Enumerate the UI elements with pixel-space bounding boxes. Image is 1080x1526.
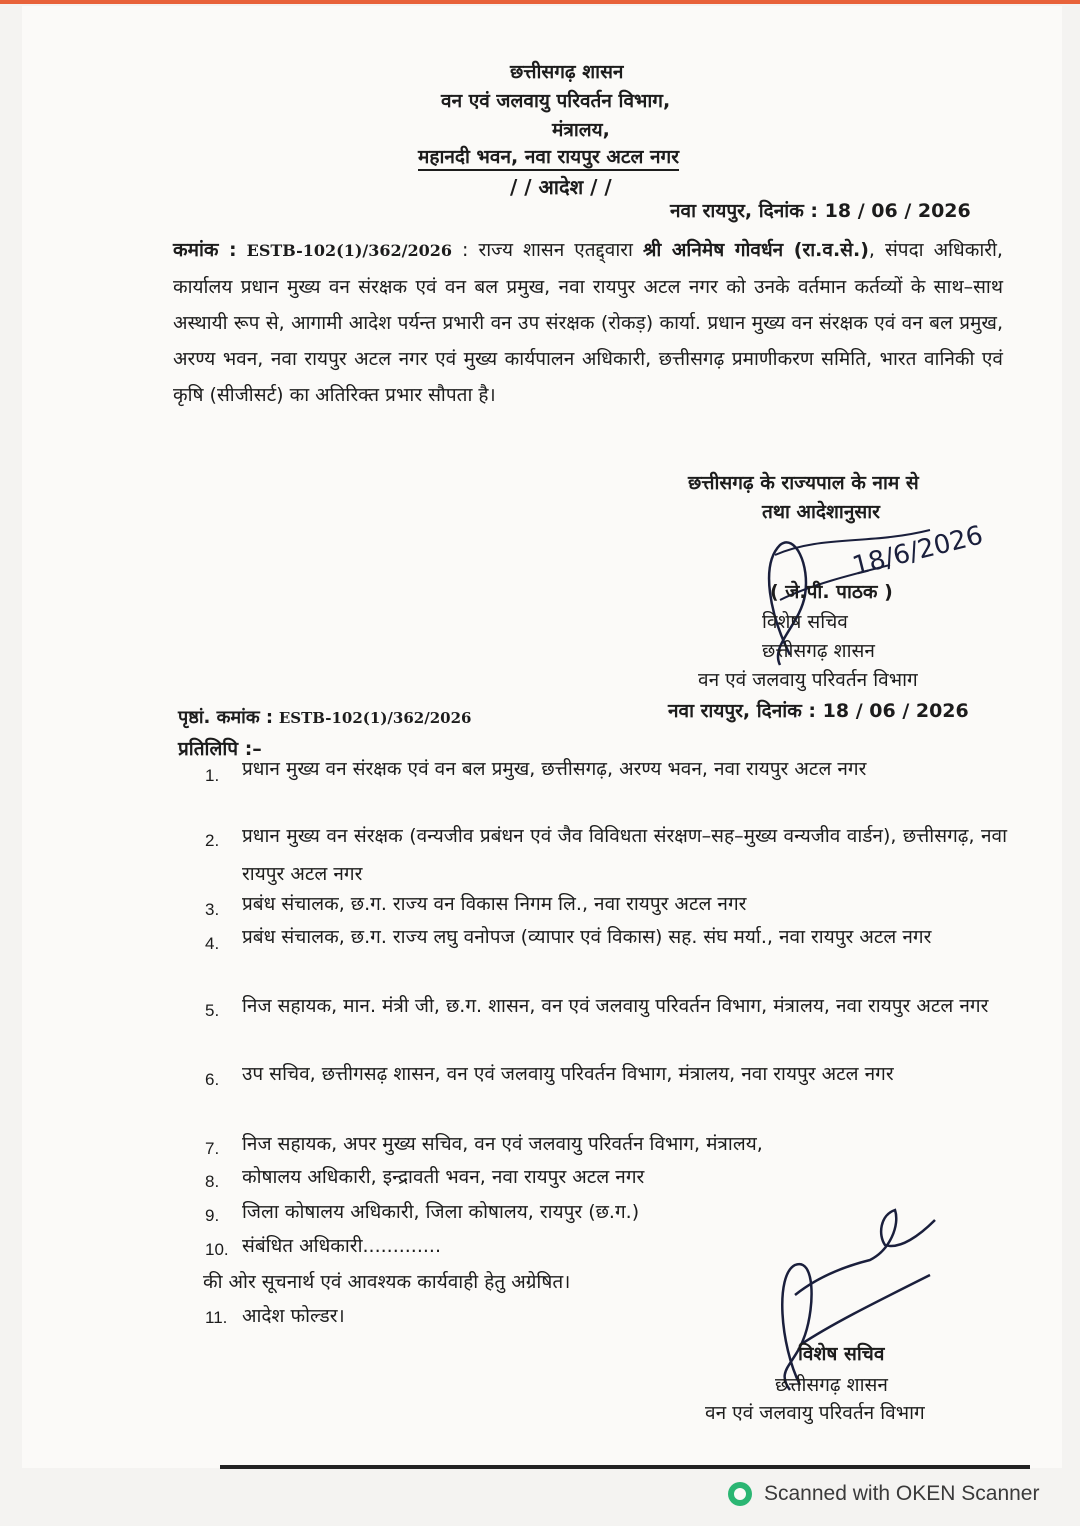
list-item-number: 2. (205, 831, 220, 850)
forward-text: की ओर सूचनार्थ एवं आवश्यक कार्यवाही हेतु अग्रेषित। (203, 1271, 571, 1293)
by-order: तथा आदेशानुसार (762, 501, 880, 523)
scanner-watermark-text: Scanned with OKEN Scanner (764, 1482, 1040, 1505)
list-item-number: 5. (205, 1001, 220, 1020)
oken-logo-icon (728, 1482, 752, 1506)
signatory-dept: वन एवं जलवायु परिवर्तन विभाग (698, 669, 918, 691)
signatory2-designation: विशेष सचिव (798, 1343, 885, 1365)
list-item: जिला कोषालय अधिकारी, जिला कोषालय, रायपुर (छ.ग.) (242, 1201, 640, 1223)
signatory2-govt: छत्तीसगढ़ शासन (775, 1374, 888, 1396)
handwritten-date: 18/6/2026 (849, 520, 987, 582)
signatory-name: ( जे.पी. पाठक ) (770, 581, 893, 603)
list-item-folder: आदेश फोल्डर। (242, 1305, 345, 1327)
endorsement-no-label: पृष्ठां. कमांक : (178, 707, 274, 728)
officer-name: श्री अनिमेष गोवर्धन (रा.व.से.) (642, 239, 869, 261)
endorsement-date: नवा रायपुर, दिनांक : 18 / 06 / 2026 (668, 700, 969, 722)
signatory-designation: विशेष सचिव (762, 611, 848, 633)
list-item-number: 9. (205, 1206, 220, 1225)
list-item-number: 7. (205, 1139, 220, 1158)
header-ministry: मंत्रालय, (552, 119, 610, 141)
order-no-value: ESTB-102(1)/362/2026 (246, 241, 453, 260)
list-item: प्रधान मुख्य वन संरक्षक एवं वन बल प्रमुख, छत्तीसगढ़, अरण्य भवन, नवा रायपुर अटल नगर (242, 758, 867, 780)
governor-authority: छत्तीसगढ़ के राज्यपाल के नाम से (688, 472, 919, 494)
page-bottom-edge (220, 1465, 1030, 1469)
list-item: उप सचिव, छत्तीगसढ़ शासन, वन एवं जलवायु परिवर्तन विभाग, मंत्रालय, नवा रायपुर अटल नगर (242, 1063, 894, 1085)
endorsement-no-value: ESTB-102(1)/362/2026 (278, 709, 472, 727)
list-item-number: 8. (205, 1172, 220, 1191)
order-no-label: कमांक : (173, 239, 237, 261)
scanner-watermark (728, 1482, 1039, 1506)
order-text-b: , संपदा अधिकारी, कार्यालय प्रधान मुख्य वन संरक्षक एवं वन बल प्रमुख, नवा रायपुर अटल नगर को उनके वर्तमान कर्तव्यों के साथ–साथ अस्थायी रूप से, आगामी आदेश पर्यन्त प्रभारी वन उप संरक्षक (रोकड़) कार्या. प्रधान मुख्य वन संरक्षक एवं वन बल प्रमुख, अरण्य भवन, नवा रायपुर अटल नगर एवं मुख्य कार्यपालन अधिकारी, छत्तीसगढ़ प्रमाणीकरण समिति, भारत वानिकी एवं कृषि (सीजीसर्ट) का अतिरिक्त प्रभार सौपता है। (173, 239, 1003, 406)
header-department: वन एवं जलवायु परिवर्तन विभाग, (441, 90, 671, 112)
list-item-number: 11. (205, 1308, 228, 1327)
list-item: निज सहायक, मान. मंत्री जी, छ.ग. शासन, वन एवं जलवायु परिवर्तन विभाग, मंत्रालय, नवा रायपुर अटल नगर (242, 995, 989, 1017)
header-address: महानदी भवन, नवा रायपुर अटल नगर (418, 143, 679, 169)
list-item: प्रबंध संचालक, छ.ग. राज्य लघु वनोपज (व्यापार एवं विकास) सह. संघ मर्या., नवा रायपुर अटल नगर (242, 926, 932, 948)
signatory2-dept: वन एवं जलवायु परिवर्तन विभाग (705, 1402, 925, 1424)
list-item-number: 4. (205, 934, 220, 953)
order-date: नवा रायपुर, दिनांक : 18 / 06 / 2026 (670, 200, 971, 222)
order-text-a: : राज्य शासन एतद्द्वारा (462, 239, 643, 261)
top-edge-bar (0, 0, 1080, 4)
list-item: प्रबंध संचालक, छ.ग. राज्य वन विकास निगम लि., नवा रायपुर अटल नगर (242, 893, 747, 915)
list-item: प्रधान मुख्य वन संरक्षक (वन्यजीव प्रबंधन एवं जैव विविधता संरक्षण–सह–मुख्य वन्यजीव वार्डन), छत्तीसगढ़, नवा रायपुर अटल नगर (242, 825, 1007, 885)
header-govt: छत्तीसगढ़ शासन (510, 61, 624, 83)
signatory-govt: छत्तीसगढ़ शासन (762, 640, 875, 662)
list-item-number: 1. (205, 766, 220, 785)
order-body (173, 232, 1003, 413)
copy-label: प्रतिलिपि :– (178, 738, 262, 760)
list-item: संबंधित अधिकारी............. (242, 1235, 442, 1257)
list-item: निज सहायक, अपर मुख्य सचिव, वन एवं जलवायु परिवर्तन विभाग, मंत्रालय, (242, 1133, 763, 1155)
order-title: / / आदेश / / (510, 175, 612, 199)
list-item: कोषालय अधिकारी, इन्द्रावती भवन, नवा रायपुर अटल नगर (242, 1166, 645, 1188)
list-item-number: 10. (205, 1240, 229, 1259)
list-item-number: 6. (205, 1070, 220, 1089)
endorsement-no (178, 705, 471, 729)
list-item-number: 3. (205, 900, 220, 919)
